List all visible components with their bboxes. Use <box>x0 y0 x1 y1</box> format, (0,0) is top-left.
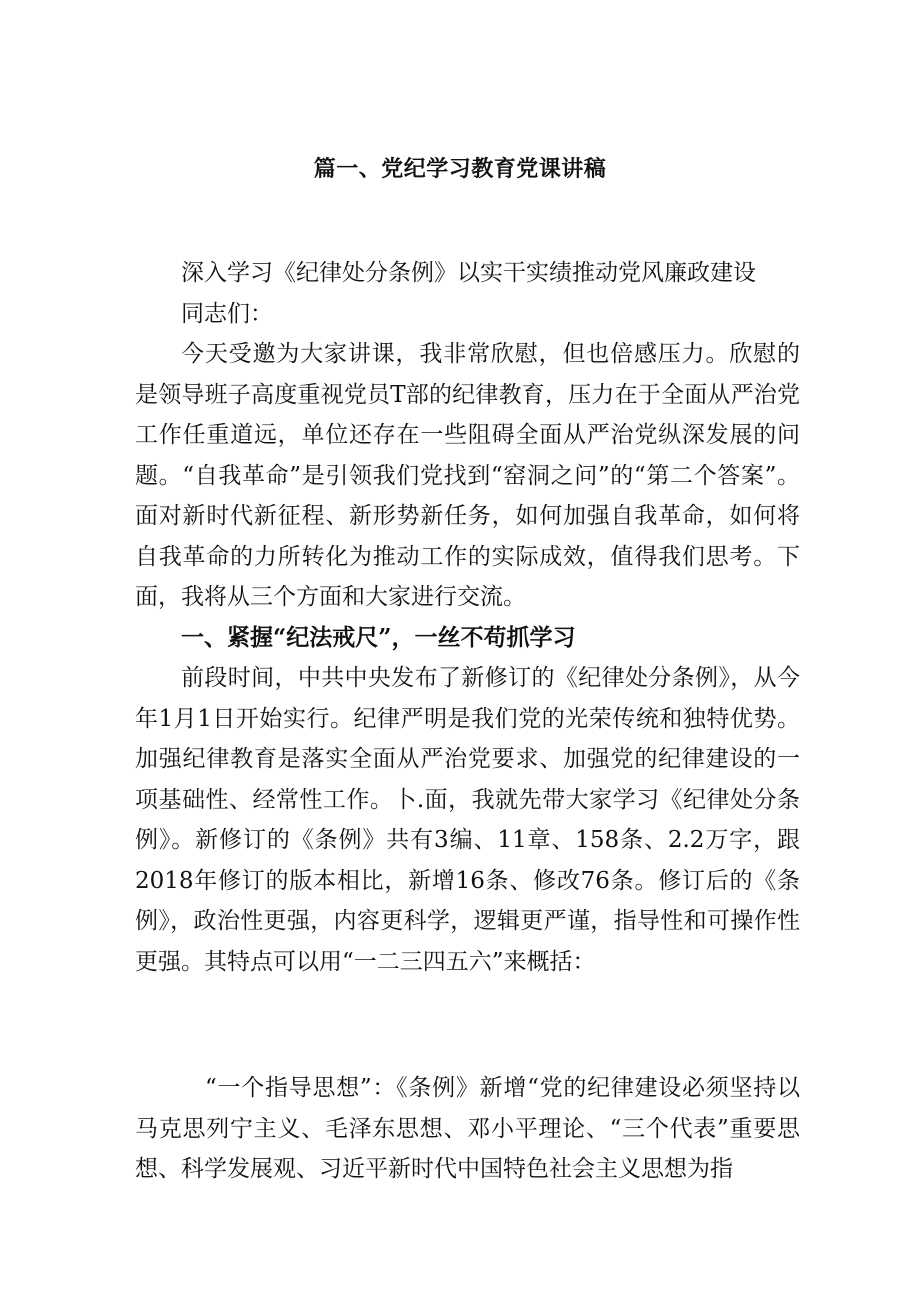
section-heading: 一、紧握“纪法戒尺”，一丝不苟抓学习 <box>181 623 576 651</box>
document-title: 篇一、党纪学习教育党课讲稿 <box>313 156 607 182</box>
paragraph-guiding-thought: “一个指导思想”：《条例》新增“党的纪律建设必须坚持以马克思列宁主义、毛泽东思想、邓小平理论、“三个代表”重要思想、科学发展观、习近平新时代中国特色社会主义思想为指 <box>135 1075 800 1182</box>
paragraph-intro: 今天受邀为大家讲课，我非常欣慰，但也倍感压力。欣慰的是领导班子高度重视党员T部的纪律教育，压力在于全面从严治党工作任重道远，单位还存在一些阻碍全面从严治党纵深发展的问题。“自我革命”是引领我们党找到“窑洞之问”的“第二个答案”。面对新时代新征程、新形势新任务，如何加强自我革命，如何将自我革命的力所转化为推动工作的实际成效，值得我们思考。下面，我将从三个方面和大家进行交流。 <box>135 341 800 610</box>
paragraph-regulation: 前段时间，中共中央发布了新修订的《纪律处分条例》，从今年1月1日开始实行。纪律严明是我们党的光荣传统和独特优势。加强纪律教育是落实全面从严治党要求、加强党的纪律建设的一项基础性、经常性工作。卜.面，我就先带大家学习《纪律处分条例》。新修订的《条例》共有3编、11章、158条、2.2万字，跟2018年修订的版本相比，新增16条、修改76条。修订后的《条例》，政治性更强，内容更科学，逻辑更严谨，指导性和可操作性更强。其特点可以用“一二三四五六”来概括： <box>135 665 800 975</box>
document-body <box>135 253 800 982</box>
document-body-continued <box>135 1068 800 1190</box>
document-subtitle: 深入学习《纪律处分条例》以实干实绩推动党风廉政建设 <box>181 260 756 286</box>
salutation: 同志们： <box>181 300 273 327</box>
